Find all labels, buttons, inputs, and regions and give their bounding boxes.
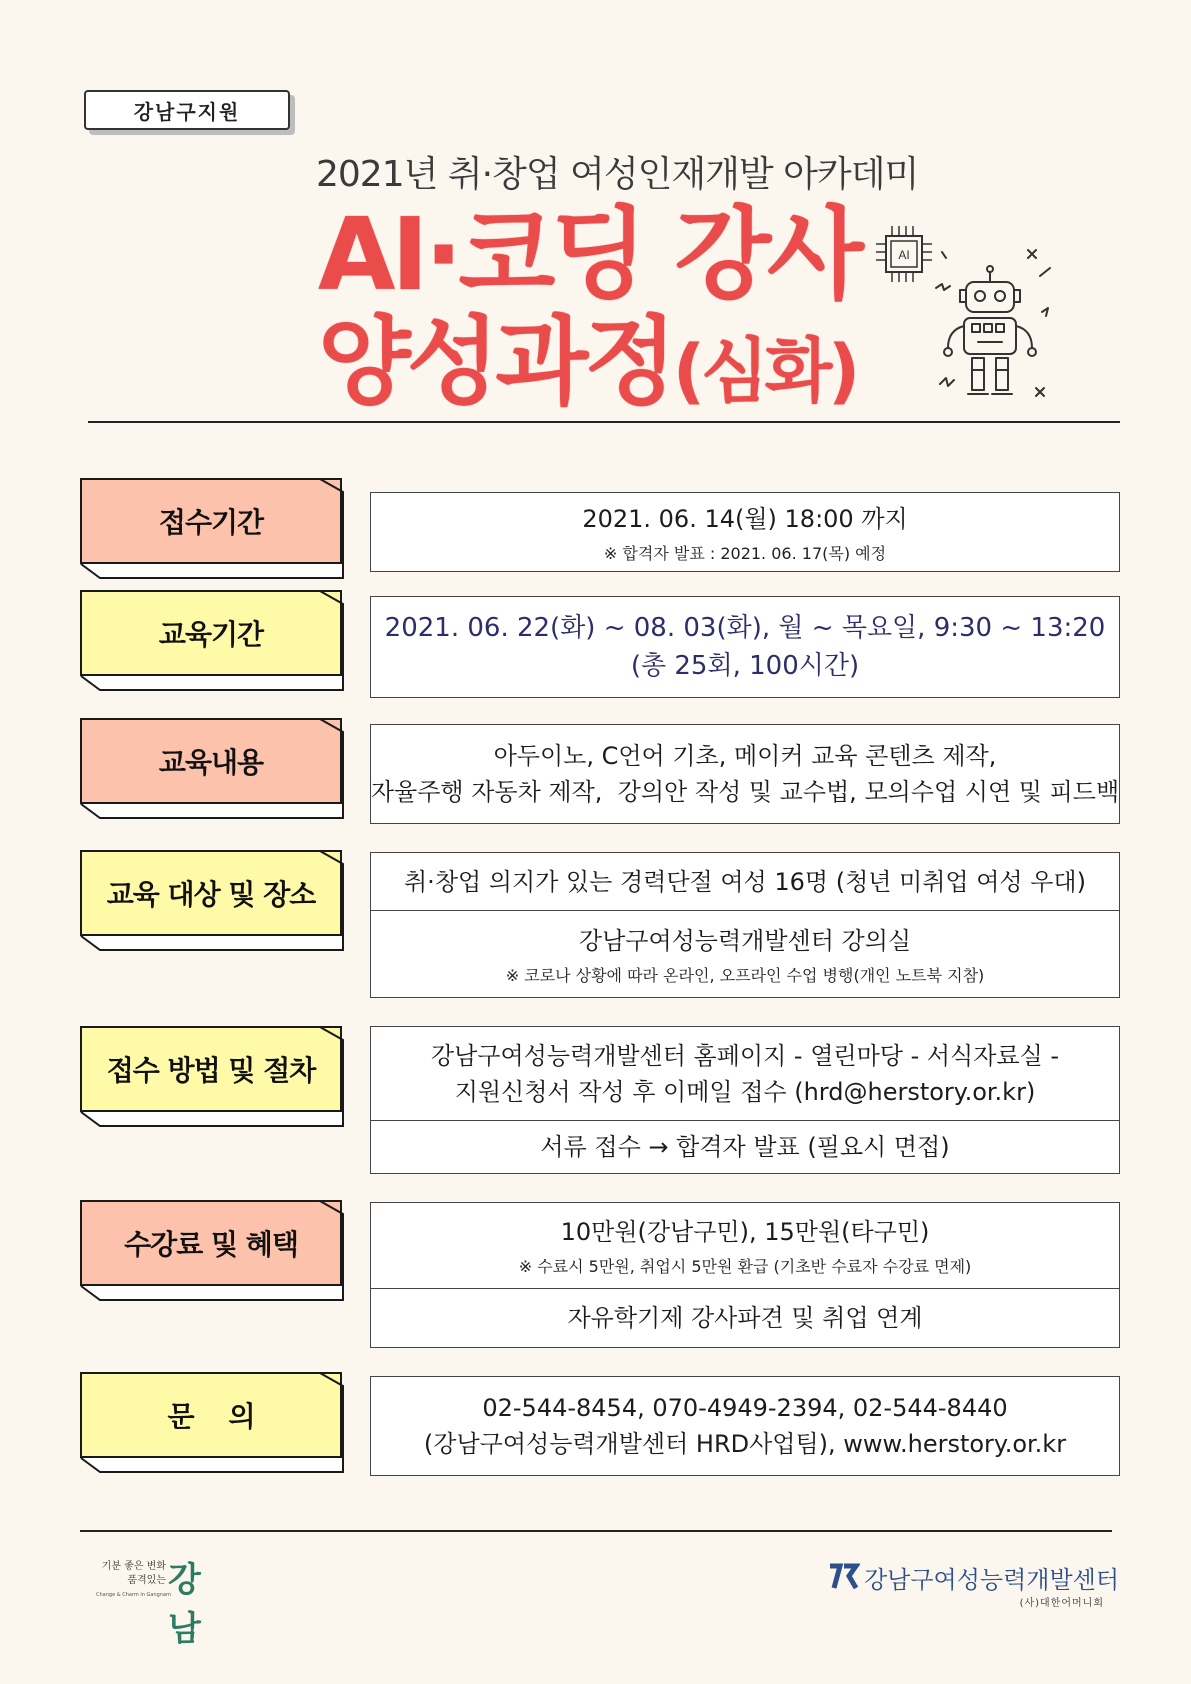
row-label: 교육내용 bbox=[80, 718, 342, 804]
main-title-line2 bbox=[318, 306, 857, 423]
center-logo-icon bbox=[828, 1562, 860, 1592]
gangnam-slogan bbox=[96, 1560, 166, 1588]
row-label: 교육 대상 및 장소 bbox=[80, 850, 342, 936]
label-box-side bbox=[80, 590, 346, 690]
main-title-line2-paren: (심화) bbox=[672, 330, 857, 412]
info-cell bbox=[371, 493, 1119, 571]
info-cell bbox=[371, 1203, 1119, 1289]
label-box-side bbox=[80, 1026, 346, 1126]
info-text: 강남구여성능력개발센터 강의실 bbox=[578, 926, 912, 955]
info-cell bbox=[371, 725, 1119, 823]
gangnam-logo bbox=[96, 1552, 226, 1649]
row-label: 접수 방법 및 절차 bbox=[80, 1026, 342, 1112]
label-box-side bbox=[80, 718, 346, 818]
row-label: 교육기간 bbox=[80, 590, 342, 676]
label-box-side bbox=[80, 1200, 346, 1300]
main-title-line1: AI·코딩 강사 bbox=[318, 196, 860, 313]
slogan-line2: 품격있는 bbox=[127, 1575, 166, 1586]
info-text: 10만원(강남구민), 15만원(타구민) bbox=[560, 1218, 930, 1246]
info-note: ※ 수료시 5만원, 취업시 5만원 환급 (기초반 수료자 수강료 면제) bbox=[518, 1257, 972, 1276]
info-text: 2021. 06. 22(화) ~ 08. 03(화), 월 ~ 목요일, 9:30 ~ 13:20 bbox=[384, 613, 1106, 643]
row-info bbox=[370, 596, 1120, 698]
ai-chip-label: AI bbox=[898, 248, 910, 262]
info-text: 서류 접수 → 합격자 발표 (필요시 면접) bbox=[540, 1133, 950, 1161]
info-text: (강남구여성능력개발센터 HRD사업팀), www.herstory.or.kr bbox=[423, 1430, 1067, 1458]
header-divider bbox=[88, 421, 1120, 423]
slogan-line1: 기분 좋은 변화 bbox=[101, 1561, 166, 1572]
main-title-line2-main: 양성과정 bbox=[318, 306, 673, 418]
row-info bbox=[370, 1376, 1120, 1476]
row-info bbox=[370, 1026, 1120, 1174]
info-cell bbox=[371, 853, 1119, 911]
ai-chip-icon bbox=[872, 222, 936, 286]
program-subtitle: 2021년 취·창업 여성인재개발 아카데미 bbox=[316, 154, 919, 195]
row-label: 문 의 bbox=[80, 1372, 342, 1458]
info-note: ※ 합격자 발표 : 2021. 06. 17(목) 예정 bbox=[603, 543, 887, 563]
gangnam-slogan-english: Change & Charm in Gangnam bbox=[96, 1592, 171, 1598]
label-box-side bbox=[80, 1372, 346, 1472]
center-name: 강남구여성능력개발센터 bbox=[864, 1566, 1120, 1594]
info-text: 지원신청서 작성 후 이메일 접수 (hrd@herstory.or.kr) bbox=[454, 1077, 1036, 1106]
row-info bbox=[370, 1202, 1120, 1348]
info-cell bbox=[371, 911, 1119, 997]
label-box-side bbox=[80, 850, 346, 950]
row-label: 접수기간 bbox=[80, 478, 342, 564]
info-cell bbox=[371, 1289, 1119, 1347]
row-info bbox=[370, 852, 1120, 998]
footer-divider bbox=[80, 1530, 1112, 1532]
info-text: 강남구여성능력개발센터 홈페이지 - 열린마당 - 서식자료실 - bbox=[430, 1041, 1060, 1070]
info-text: 자유학기제 강사파견 및 취업 연계 bbox=[567, 1304, 923, 1332]
info-text: (총 25회, 100시간) bbox=[630, 651, 860, 681]
gangnam-brand: 강남 bbox=[168, 1560, 199, 1649]
info-cell bbox=[371, 1377, 1119, 1475]
center-logo bbox=[828, 1560, 1118, 1610]
info-text: 아두이노, C언어 기초, 메이커 교육 콘텐츠 제작, bbox=[493, 742, 997, 770]
info-text: 02-544-8454, 070-4949-2394, 02-544-8440 bbox=[482, 1394, 1008, 1422]
info-cell bbox=[371, 1121, 1119, 1173]
info-text: 취·창업 의지가 있는 경력단절 여성 16명 (청년 미취업 여성 우대) bbox=[404, 867, 1086, 896]
center-parent-org: (사)대한어머니회 bbox=[1019, 1598, 1104, 1609]
branch-tag-text: 강남구지원 bbox=[133, 99, 241, 124]
branch-tag bbox=[84, 90, 290, 130]
label-box-side bbox=[80, 478, 346, 578]
info-note: ※ 코로나 상황에 따라 온라인, 오프라인 수업 병행(개인 노트북 지참) bbox=[505, 965, 985, 985]
row-info bbox=[370, 724, 1120, 824]
row-info bbox=[370, 492, 1120, 572]
info-cell bbox=[371, 597, 1119, 697]
row-label: 수강료 및 혜택 bbox=[80, 1200, 342, 1286]
info-text: 2021. 06. 14(월) 18:00 까지 bbox=[582, 504, 908, 533]
robot-icon bbox=[932, 248, 1056, 410]
info-text: 자율주행 자동차 제작, 강의안 작성 및 교수법, 모의수업 시연 및 피드백 bbox=[370, 778, 1120, 806]
info-cell bbox=[371, 1027, 1119, 1121]
